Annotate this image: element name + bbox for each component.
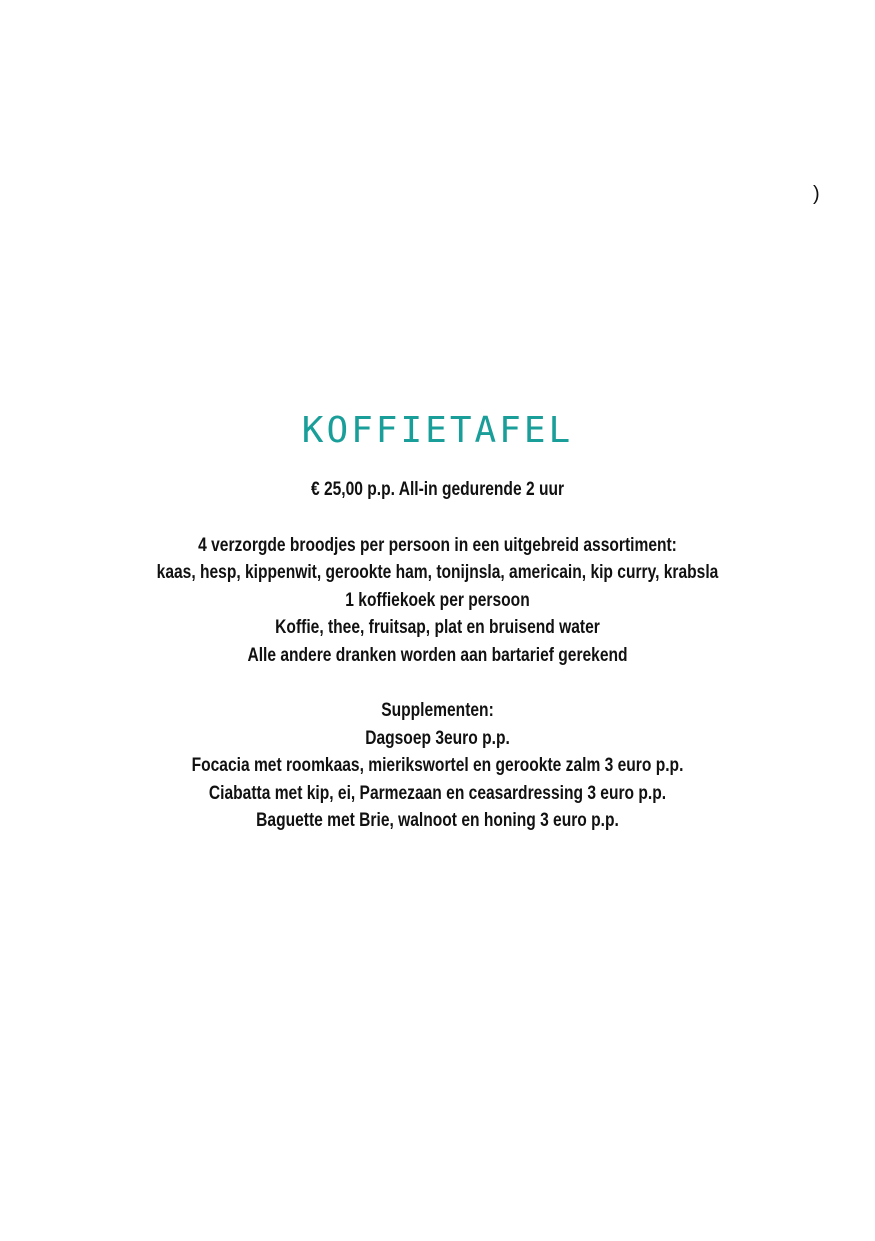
- includes-line: Koffie, thee, fruitsap, plat en bruisend water: [275, 617, 600, 638]
- includes-line: kaas, hesp, kippenwit, gerookte ham, tonijnsla, americain, kip curry, krabsla: [156, 562, 719, 583]
- supplement-item: Dagsoep 3euro p.p.: [365, 727, 510, 749]
- stray-parenthesis: ): [813, 183, 820, 205]
- menu-card: [0, 408, 875, 835]
- includes-line: 4 verzorgde broodjes per persoon in een uitgebreid assortiment:: [198, 534, 677, 556]
- price-line: € 25,00 p.p. All-in gedurende 2 uur: [310, 479, 565, 500]
- supplements-block: [0, 697, 875, 835]
- supplements-heading: Supplementen:: [381, 700, 494, 721]
- supplement-item: Ciabatta met kip, ei, Parmezaan en ceasardressing 3 euro p.p.: [208, 782, 667, 804]
- supplement-item: Focacia met roomkaas, mierikswortel en gerookte zalm 3 euro p.p.: [191, 755, 684, 776]
- menu-title: KOFFIETAFEL: [301, 410, 574, 451]
- includes-line: Alle andere dranken worden aan bartarief gerekend: [247, 644, 628, 666]
- includes-line: 1 koffiekoek per persoon: [345, 589, 530, 611]
- supplement-item: Baguette met Brie, walnoot en honing 3 euro p.p.: [256, 810, 619, 831]
- includes-block: [0, 532, 875, 670]
